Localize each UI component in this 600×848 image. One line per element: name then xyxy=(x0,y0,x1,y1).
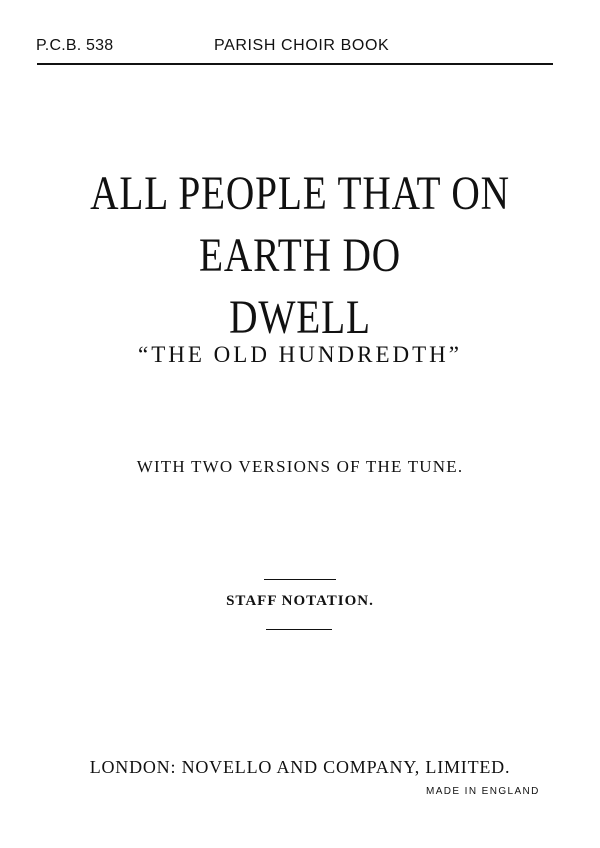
catalog-code: P.C.B. 538 xyxy=(36,37,114,54)
hymn-title xyxy=(79,163,522,349)
hymn-title-line-1: ALL PEOPLE THAT ON EARTH DO xyxy=(90,167,510,282)
tune-name: “THE OLD HUNDREDTH” xyxy=(138,342,462,367)
notation-rule-bottom xyxy=(266,629,332,630)
header-rule xyxy=(37,63,553,65)
hymn-title-line-2: DWELL xyxy=(229,291,371,344)
publisher-line: LONDON: NOVELLO AND COMPANY, LIMITED. xyxy=(89,757,511,777)
notation-label: STAFF NOTATION. xyxy=(226,593,374,609)
origin-note: MADE IN ENGLAND xyxy=(426,786,540,797)
notation-rule-top xyxy=(264,579,336,580)
versions-note: WITH TWO VERSIONS OF THE TUNE. xyxy=(136,457,464,476)
series-title: PARISH CHOIR BOOK xyxy=(214,37,390,54)
